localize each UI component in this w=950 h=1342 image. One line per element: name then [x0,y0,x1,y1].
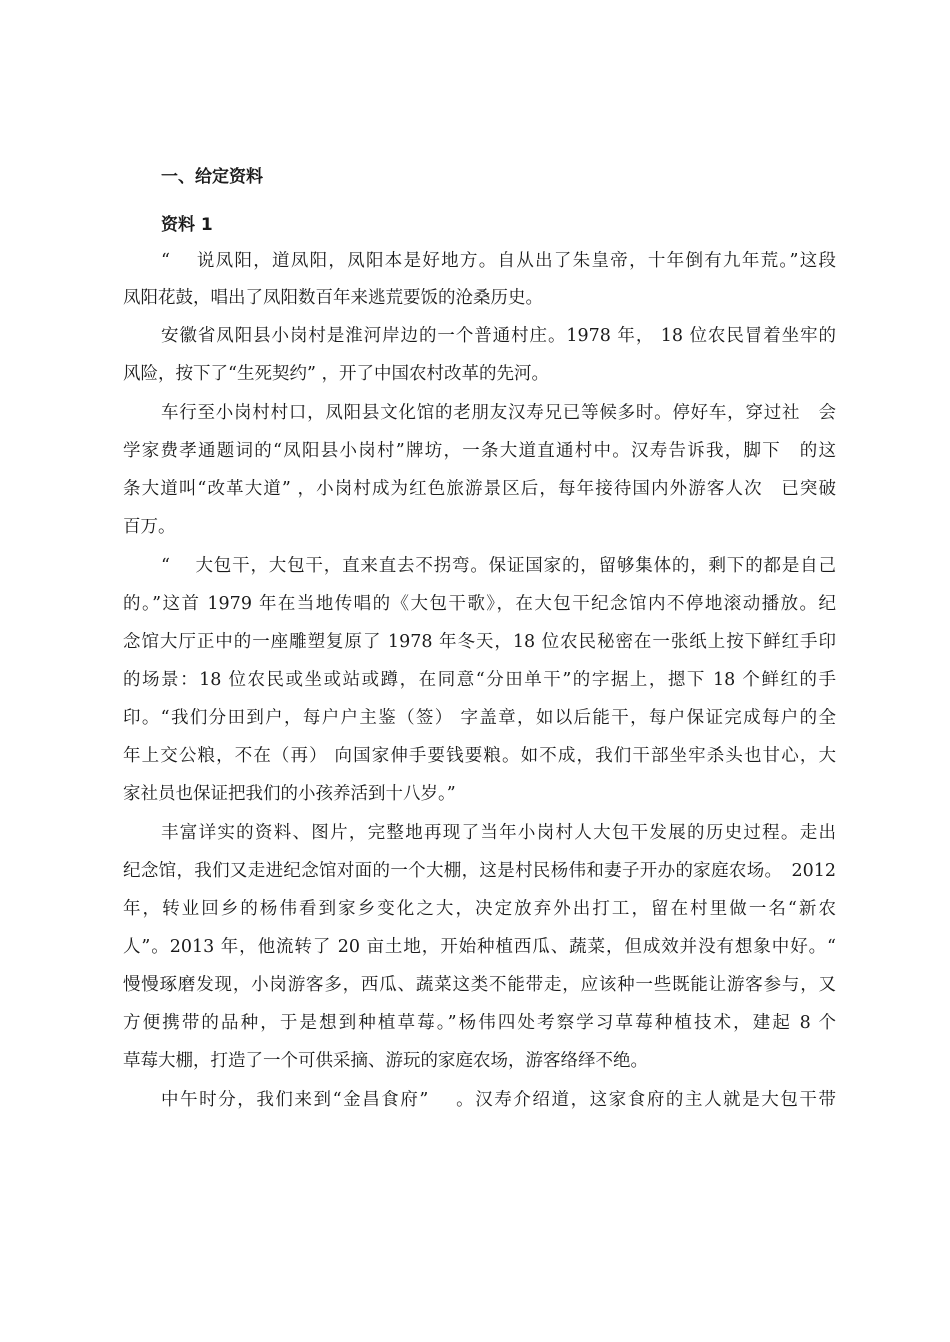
paragraph-line: 年上交公粮，不在（再） 向国家伸手要钱要粮。如不成，我们干部坐牢杀头也甘心，大 [123,746,836,766]
paragraph-line: 学家费孝通题词的“凤阳县小岗村”牌坊，一条大道直通村中。汉寿告诉我，脚下 的这 [123,441,836,461]
section-heading: 一、给定资料 [161,167,263,187]
paragraph-line: 凤阳花鼓，唱出了凤阳数百年来逃荒要饭的沧桑历史。 [123,288,543,308]
paragraph-line: 慢慢琢磨发现，小岗游客多，西瓜、蔬菜这类不能带走，应该种一些既能让游客参与，又 [123,975,836,995]
paragraph-line: 百万。 [123,517,176,537]
paragraph-line: 丰富详实的资料、图片，完整地再现了当年小岗村人大包干发展的历史过程。走出 [161,823,836,843]
paragraph-line: 安徽省凤阳县小岗村是淮河岸边的一个普通村庄。1978 年， 18 位农民冒着坐牢的 [161,326,836,346]
paragraph-line: 中午时分，我们来到“金昌食府” 。汉寿介绍道，这家食府的主人就是大包干带 [161,1090,836,1110]
paragraph-line: 风险，按下了“生死契约” ，开了中国农村改革的先河。 [123,364,549,384]
paragraph-line: 的。”这首 1979 年在当地传唱的《大包干歌》，在大包干纪念馆内不停地滚动播放。纪 [123,594,836,614]
paragraph-line: “ 说凤阳，道凤阳，凤阳本是好地方。自从出了朱皇帝，十年倒有九年荒。”这段 [161,251,836,271]
paragraph-line: 念馆大厅正中的一座雕塑复原了 1978 年冬天，18 位农民秘密在一张纸上按下鲜红手印 [123,632,836,652]
paragraph-line: 家社员也保证把我们的小孩养活到十八岁。” [123,784,456,804]
paragraph-line: 纪念馆，我们又走进纪念馆对面的一个大棚，这是村民杨伟和妻子开办的家庭农场。 2012 [123,861,836,881]
paragraph-line: 草莓大棚，打造了一个可供采摘、游玩的家庭农场，游客络绎不绝。 [123,1051,648,1071]
paragraph-line: 方便携带的品种，于是想到种植草莓。”杨伟四处考察学习草莓种植技术，建起 8 个 [123,1013,836,1033]
paragraph-line: 的场景：18 位农民或坐或站或蹲，在同意“分田单干”的字据上，摁下 18 个鲜红的手 [123,670,836,690]
paragraph-line: 车行至小岗村村口，凤阳县文化馆的老朋友汉寿兄已等候多时。停好车，穿过社 会 [161,403,836,423]
paragraph-line: 印。“我们分田到户，每户户主鉴（签） 字盖章，如以后能干，每户保证完成每户的全 [123,708,836,728]
paragraph-line: 年，转业回乡的杨伟看到家乡变化之大，决定放弃外出打工，留在村里做一名“新农 [123,899,836,919]
paragraph-line: “ 大包干，大包干，直来直去不拐弯。保证国家的，留够集体的，剩下的都是自己 [161,556,836,576]
paragraph-line: 条大道叫“改革大道” ，小岗村成为红色旅游景区后，每年接待国内外游客人次 已突破 [123,479,836,499]
material-heading: 资料 1 [161,215,213,235]
paragraph-line: 人”。2013 年，他流转了 20 亩土地，开始种植西瓜、蔬菜，但成效并没有想象中好。“ [123,937,836,957]
